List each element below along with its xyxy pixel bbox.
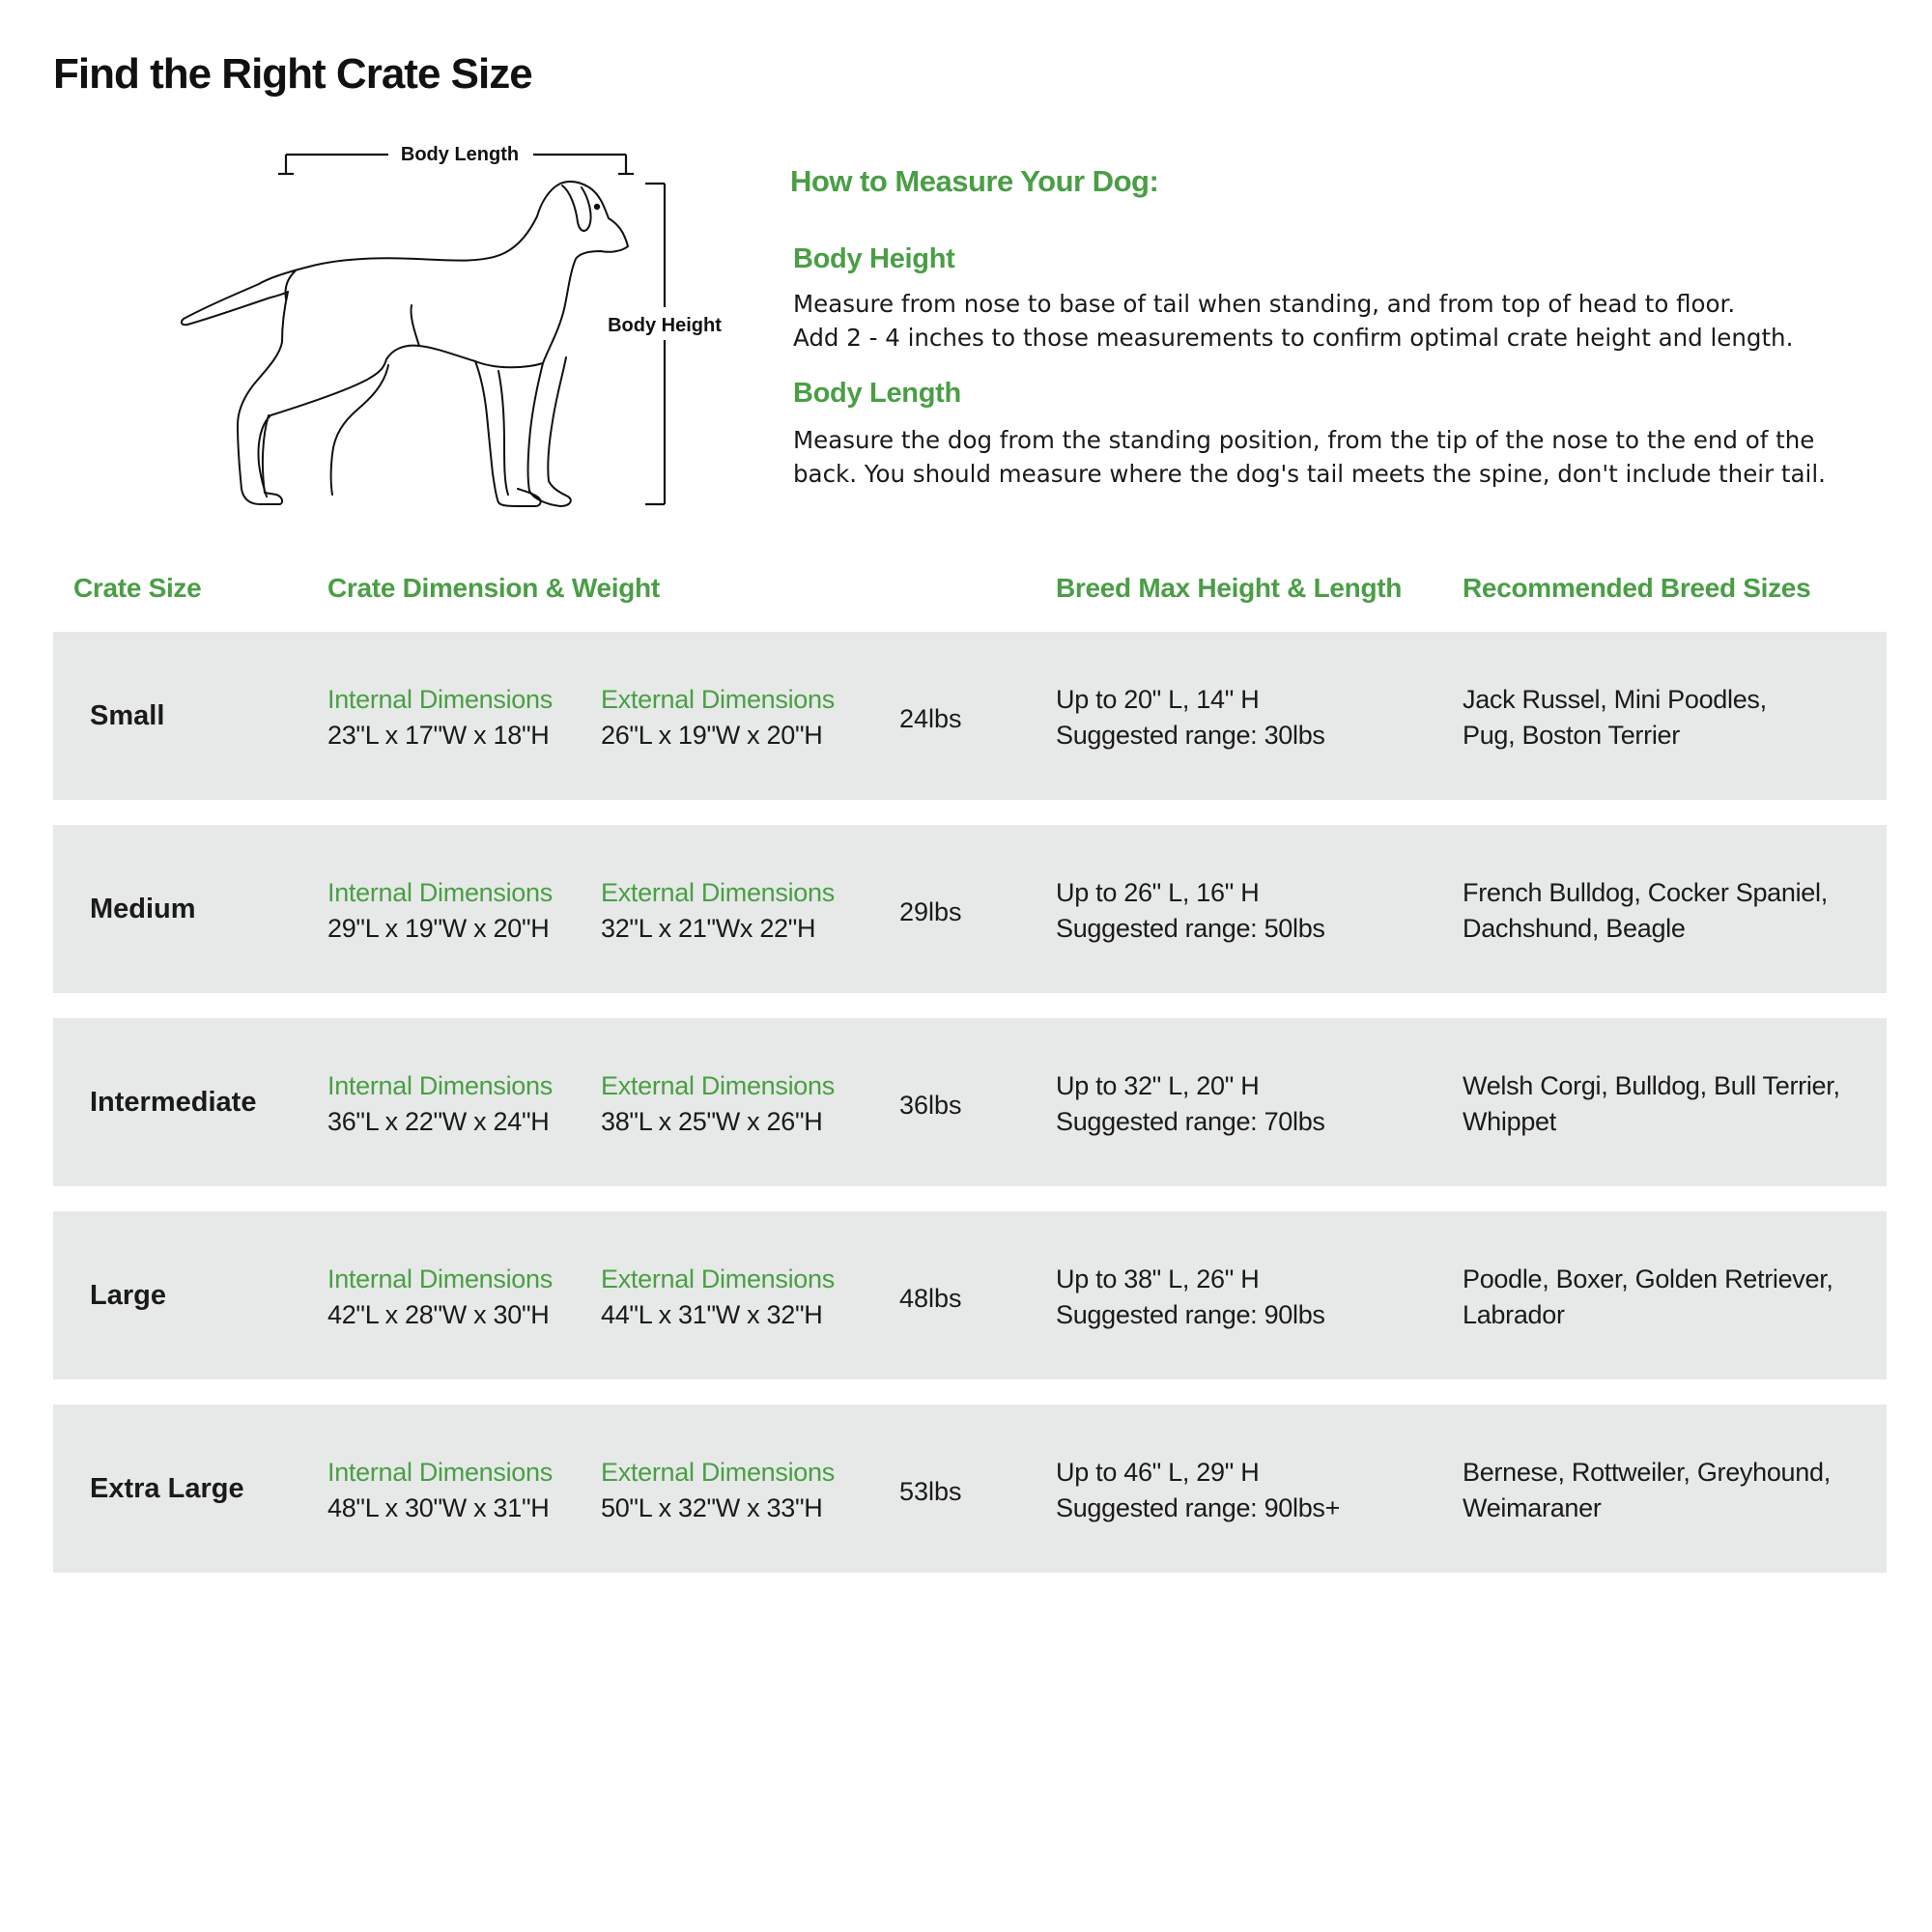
breed-max-size <box>1056 1262 1325 1333</box>
recommended-breeds <box>1463 875 1828 947</box>
body-height-title: Body Height <box>793 243 955 274</box>
internal-dimensions-label: Internal Dimensions <box>327 1264 553 1293</box>
internal-dimensions-label: Internal Dimensions <box>327 1071 553 1100</box>
suggested-range: Suggested range: 50lbs <box>1056 914 1325 943</box>
internal-dimensions-label: Internal Dimensions <box>327 685 553 714</box>
crate-size-name: Medium <box>90 893 196 924</box>
measure-heading: How to Measure Your Dog: <box>790 164 1159 198</box>
crate-size-name: Large <box>90 1279 166 1311</box>
body-length-text-line-1: Measure the dog from the standing position, from the tip of the nose to the end of the <box>793 426 1815 454</box>
page-title: Find the Right Crate Size <box>53 50 532 98</box>
breed-max-size <box>1056 875 1325 947</box>
recommended-breeds <box>1463 1262 1833 1333</box>
suggested-range: Suggested range: 30lbs <box>1056 721 1325 750</box>
recommended-breeds-line-2: Weimaraner <box>1463 1493 1602 1522</box>
external-dimensions <box>601 875 835 947</box>
recommended-breeds-line-2: Whippet <box>1463 1107 1556 1136</box>
recommended-breeds-line-1: Welsh Corgi, Bulldog, Bull Terrier, <box>1463 1071 1840 1100</box>
recommended-breeds-line-2: Dachshund, Beagle <box>1463 914 1686 943</box>
crate-weight: 24lbs <box>899 703 962 733</box>
external-dimensions-label: External Dimensions <box>601 878 835 907</box>
table-row <box>53 825 1887 993</box>
body-length-title: Body Length <box>793 378 961 409</box>
internal-dimensions-value: 42"L x 28"W x 30"H <box>327 1300 550 1329</box>
body-length-label: Body Length <box>400 144 520 165</box>
crate-weight: 36lbs <box>899 1090 962 1120</box>
internal-dimensions-label: Internal Dimensions <box>327 878 553 907</box>
header-recommended-breeds: Recommended Breed Sizes <box>1463 573 1811 603</box>
crate-weight: 53lbs <box>899 1476 962 1506</box>
dog-outline-icon <box>164 135 744 522</box>
recommended-breeds-line-2: Pug, Boston Terrier <box>1463 721 1680 750</box>
external-dimensions <box>601 1455 835 1526</box>
table-row <box>53 1405 1887 1573</box>
crate-weight: 29lbs <box>899 896 962 926</box>
external-dimensions-label: External Dimensions <box>601 1264 835 1293</box>
recommended-breeds-line-1: Bernese, Rottweiler, Greyhound, <box>1463 1458 1831 1487</box>
breed-max-size <box>1056 1068 1325 1140</box>
body-length-text-line-2: back. You should measure where the dog's tail meets the spine, don't include their tail. <box>793 460 1826 488</box>
breed-max-dimensions: Up to 26" L, 16" H <box>1056 878 1260 907</box>
table-row <box>53 632 1887 800</box>
table-row <box>53 1018 1887 1186</box>
body-height-bracket <box>645 184 665 504</box>
external-dimensions-value: 26"L x 19"W x 20"H <box>601 721 823 750</box>
external-dimensions-value: 32"L x 21"Wx 22"H <box>601 914 816 943</box>
crate-size-name: Extra Large <box>90 1472 244 1504</box>
external-dimensions <box>601 1068 835 1140</box>
crate-size-name: Intermediate <box>90 1086 257 1118</box>
body-height-text <box>793 287 1901 355</box>
header-crate-dimension: Crate Dimension & Weight <box>327 573 660 603</box>
body-height-text-line-2: Add 2 - 4 inches to those measurements to confirm optimal crate height and length. <box>793 324 1794 352</box>
external-dimensions-value: 50"L x 32"W x 33"H <box>601 1493 823 1522</box>
internal-dimensions-value: 29"L x 19"W x 20"H <box>327 914 550 943</box>
internal-dimensions <box>327 1262 553 1333</box>
header-crate-size: Crate Size <box>73 573 202 603</box>
breed-max-size <box>1056 682 1325 753</box>
table-row <box>53 1211 1887 1379</box>
crate-size-name: Small <box>90 699 165 731</box>
suggested-range: Suggested range: 70lbs <box>1056 1107 1325 1136</box>
recommended-breeds <box>1463 1455 1831 1526</box>
measure-instructions <box>790 164 1901 514</box>
dog-measurement-diagram <box>164 135 744 522</box>
internal-dimensions <box>327 682 553 753</box>
suggested-range: Suggested range: 90lbs <box>1056 1300 1325 1329</box>
external-dimensions <box>601 682 835 753</box>
suggested-range: Suggested range: 90lbs+ <box>1056 1493 1341 1522</box>
crate-size-table <box>53 632 1887 1598</box>
internal-dimensions-value: 48"L x 30"W x 31"H <box>327 1493 550 1522</box>
internal-dimensions <box>327 1068 553 1140</box>
external-dimensions <box>601 1262 835 1333</box>
recommended-breeds-line-2: Labrador <box>1463 1300 1565 1329</box>
body-height-label: Body Height <box>608 315 722 336</box>
breed-max-dimensions: Up to 20" L, 14" H <box>1056 685 1260 714</box>
external-dimensions-label: External Dimensions <box>601 685 835 714</box>
internal-dimensions <box>327 875 553 947</box>
crate-weight: 48lbs <box>899 1283 962 1313</box>
internal-dimensions-label: Internal Dimensions <box>327 1458 553 1487</box>
body-height-text-line-1: Measure from nose to base of tail when standing, and from top of head to floor. <box>793 290 1736 318</box>
external-dimensions-label: External Dimensions <box>601 1458 835 1487</box>
recommended-breeds-line-1: Poodle, Boxer, Golden Retriever, <box>1463 1264 1833 1293</box>
internal-dimensions <box>327 1455 553 1526</box>
breed-max-size <box>1056 1455 1340 1526</box>
breed-max-dimensions: Up to 32" L, 20" H <box>1056 1071 1260 1100</box>
dog-outline <box>182 182 628 506</box>
internal-dimensions-value: 36"L x 22"W x 24"H <box>327 1107 550 1136</box>
body-length-text <box>793 423 1901 491</box>
internal-dimensions-value: 23"L x 17"W x 18"H <box>327 721 550 750</box>
breed-max-dimensions: Up to 38" L, 26" H <box>1056 1264 1260 1293</box>
recommended-breeds-line-1: Jack Russel, Mini Poodles, <box>1463 685 1767 714</box>
recommended-breeds <box>1463 1068 1840 1140</box>
external-dimensions-value: 38"L x 25"W x 26"H <box>601 1107 823 1136</box>
recommended-breeds <box>1463 682 1767 753</box>
breed-max-dimensions: Up to 46" L, 29" H <box>1056 1458 1260 1487</box>
external-dimensions-value: 44"L x 31"W x 32"H <box>601 1300 823 1329</box>
header-breed-max: Breed Max Height & Length <box>1056 573 1403 603</box>
recommended-breeds-line-1: French Bulldog, Cocker Spaniel, <box>1463 878 1828 907</box>
external-dimensions-label: External Dimensions <box>601 1071 835 1100</box>
